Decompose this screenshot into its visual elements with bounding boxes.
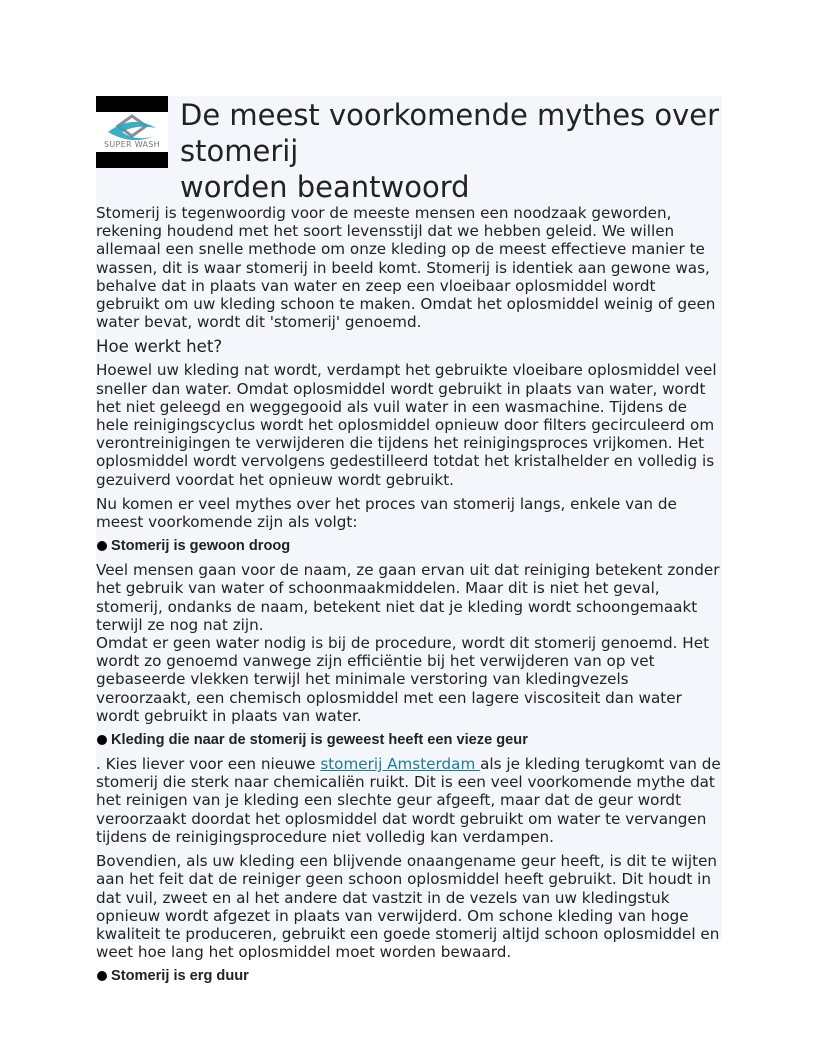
myth-2-heading: [96, 731, 721, 749]
stomerij-amsterdam-link[interactable]: stomerij Amsterdam: [320, 755, 481, 774]
bullet-icon: [97, 541, 107, 551]
logo-emblem: [96, 112, 168, 152]
bullet-icon: [97, 971, 107, 981]
title-line-3: worden beantwoord: [180, 170, 470, 204]
myth-1-heading: [96, 537, 721, 555]
myth-2-text-before-link: . Kies liever voor een nieuwe: [96, 755, 321, 774]
page-title: [180, 97, 725, 205]
bullet-icon: [97, 735, 107, 745]
myth-2-title: Kleding die naar de stomerij is geweest heeft een vieze geur: [111, 732, 528, 749]
myth-1-paragraph-1: Veel mensen gaan voor de naam, ze gaan ervan uit dat reiniging betekent zonder het gebruik van water of schoonmaakmiddelen. Maar dit is niet het geval, stomerij, ondanks de naam, betekent niet dat je kleding wordt schoongemaakt terwijl ze nog nat zijn.: [96, 561, 720, 634]
intro-paragraph: Stomerij is tegenwoordig voor de meeste mensen een noodzaak geworden, rekening houdend met het soort levensstijl dat we hebben geleid. We willen allemaal een snelle methode om onze kleding op de meest effectieve manier te wassen, dit is waar stomerij in beeld komt. Stomerij is identiek aan gewone was, behalve dat in plaats van water en zeep een vloeibaar oplosmiddel wordt gebruikt om uw kleding schoon te maken. Omdat het oplosmiddel weinig of geen water bevat, wordt dit 'stomerij' genoemd.: [96, 204, 716, 332]
myth-2-paragraph-2: Bovendien, als uw kleding een blijvende onaangename geur heeft, is dit te wijten aan het feit dat de reiniger geen schoon oplosmiddel heeft gebruikt. Dit houdt in dat vuil, zweet en al het andere dat vastzit in de vezels van uw kledingstuk opnieuw wordt afgezet in plaats van verwijderd. Om schone kleding van hoge kwaliteit te produceren, gebruikt een goede stomerij altijd schoon oplosmiddel en weet hoe lang het oplosmiddel moet worden bewaard.: [96, 852, 720, 962]
how-it-works-paragraph: Hoewel uw kleding nat wordt, verdampt het gebruikte vloeibare oplosmiddel veel sneller dan water. Omdat oplosmiddel wordt gebruikt in plaats van water, wordt het niet geleegd en weggegooid als vuil water in een wasmachine. Tijdens de hele reinigingscyclus wordt het oplosmiddel opnieuw door filters gecirculeerd om verontreinigingen te verwijderen die tijdens het reinigingsproces vrijkomen. Het oplosmiddel wordt vervolgens gedestilleerd totdat het kristalhelder en volledig is gezuiverd voordat het opnieuw wordt gebruikt.: [96, 361, 717, 489]
myth-3-title: Stomerij is erg duur: [111, 968, 249, 985]
myths-intro-paragraph: Nu komen er veel mythes over het proces van stomerij langs, enkele van de meest voorkomende zijn als volgt:: [96, 494, 677, 532]
super-wash-logo: [96, 96, 168, 168]
logo-text: SUPER WASH: [104, 140, 160, 149]
myth-1-title: Stomerij is gewoon droog: [111, 538, 291, 555]
myth-3-heading: [96, 967, 721, 985]
myth-2-paragraph-1: [96, 755, 721, 846]
article-body: [96, 204, 721, 991]
title-line-2: stomerij: [180, 134, 299, 168]
title-line-1: De meest voorkomende mythes over: [180, 98, 720, 132]
section-heading: Hoe werkt het?: [96, 337, 223, 357]
myth-1-paragraph-2: Omdat er geen water nodig is bij de procedure, wordt dit stomerij genoemd. Het wordt zo genoemd vanwege zijn efficiëntie bij het verwijderen van op vet gebaseerde vlekken terwijl het minimale verstoring van kledingvezels veroorzaakt, een chemisch oplosmiddel met een lagere viscositeit dan water wordt gebruikt in plaats van water.: [96, 634, 710, 725]
myth-2-text-after-link: als je kleding terugkomt van de stomerij die sterk naar chemicaliën ruikt. Dit is een veel voorkomende mythe dat het reinigen van je kleding een slechte geur afgeeft, maar dat de geur wordt veroorzaakt doordat het oplosmiddel dat wordt gebruikt om water te vervangen tijdens de reinigingsprocedure niet volledig kan verdampen.: [96, 755, 721, 846]
